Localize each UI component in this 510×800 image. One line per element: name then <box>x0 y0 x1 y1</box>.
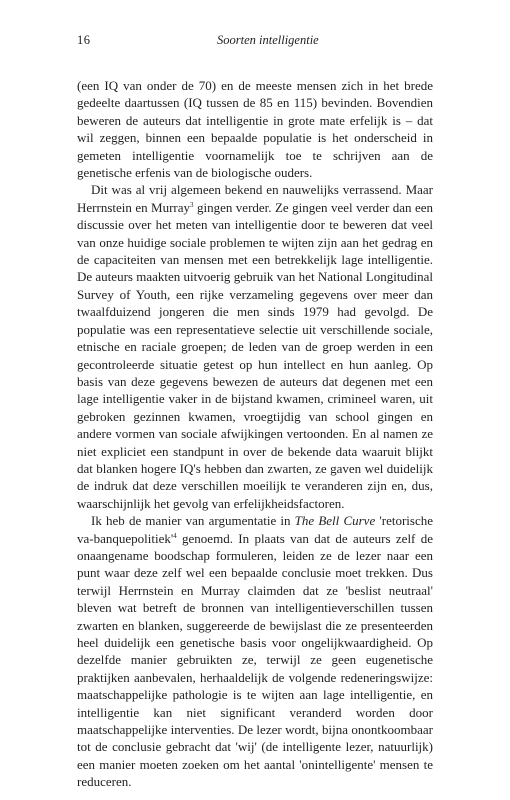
paragraph-3-text-b: 'retorische va-banquepolitiek' <box>77 513 433 546</box>
paragraph-3-text-a: Ik heb de manier van argumentatie in <box>91 513 295 529</box>
paragraph-3 <box>77 512 433 791</box>
paragraph-2-text-a: Dit was al vrij algemeen bekend en nauwelijks verrassend. Maar Herrnstein en Murray <box>77 182 433 215</box>
paragraph-3-text-c: genoemd. In plaats van dat de auteurs zelf de onaangename boodschap formuleren, leiden ze de lezer naar een punt waar deze zelf wel een bepaalde conclusie moet trekken. Dus terwijl Herrnstein en Murray claimden dat ze 'beslist neutraal' bleven wat betreft de bronnen van intelligentieverschillen tussen zwarten en blanken, suggereerde de bewijslast die ze presenteerden heel duidelijk een genetische basis voor ongelijkwaardigheid. Op dezelfde manier gebruikten ze, terwijl ze geen eugenetische praktijken aanbevalen, herhaaldelijk de volgende redeneringswijze: maatschappelijke pathologie is te wijten aan lage intelligentie, en intelligentie kan niet significant veranderd worden door maatschappelijke interventies. De lezer wordt, bijna onontkoombaar tot de conclusie gebracht dat 'wij' (de intelligente lezer, natuurlijk) een manier moeten zoeken om het aantal 'onintelligente' mensen te reduceren. <box>77 530 433 790</box>
paragraph-2-text-b: gingen verder. Ze gingen veel verder dan een discussie over het meten van intelligentie door te beweren dat veel van onze huidige sociale problemen te wijten zijn aan het gedrag en de capaciteiten van mensen met een betrekkelijk lage intelligentie. De auteurs maakten uitvoerig gebruik van het National Longitudinal Survey of Youth, een rijke verzameling gegevens over meer dan twaalfduizend jongeren die men sinds 1979 had gevolgd. De populatie was een representatieve selectie uit verschillende sociale, etnische en raciale groepen; de leden van de groep werden in een gecontroleerde situatie getest op hun intellect en hun aanleg. Op basis van deze gegevens bewezen de auteurs dat degenen met een lage intelligentie vaker in de bijstand kwamen, crimineel waren, uit gebroken gezinnen kwamen, vroegtijdig van school gingen en andere vormen van sociale afwijkingen vertoonden. En al namen ze niet expliciet een standpunt in over de bekende data waaruit blijkt dat blanken hogere IQ's hebben dan zwarten, ze gaven wel duidelijk de indruk dat deze verschillen moeilijk te veranderen zijn en, dus, waarschijnlijk het gevolg van erfelijkheidsfactoren. <box>77 199 433 511</box>
section-title: Soorten intelligentie <box>217 33 319 47</box>
paragraph-2 <box>77 181 433 512</box>
body-text <box>77 77 433 791</box>
running-head <box>77 31 432 49</box>
page-number: 16 <box>77 33 91 47</box>
footnote-marker-3: 3 <box>190 200 194 209</box>
footnote-marker-4: 4 <box>173 531 177 540</box>
book-title: The Bell Curve <box>294 513 376 529</box>
paragraph-1: (een IQ van onder de 70) en de meeste mensen zich in het brede gedeelte daartussen (IQ tussen de 85 en 115) bevinden. Bovendien beweren de auteurs dat intelligentie in grote mate erfelijk is – dat wil zeggen, binnen een bepaalde populatie is het onderscheid in gemeten intelligentie voornamelijk toe te schrijven aan de genetische erfenis van de biologische ouders. <box>77 78 433 181</box>
